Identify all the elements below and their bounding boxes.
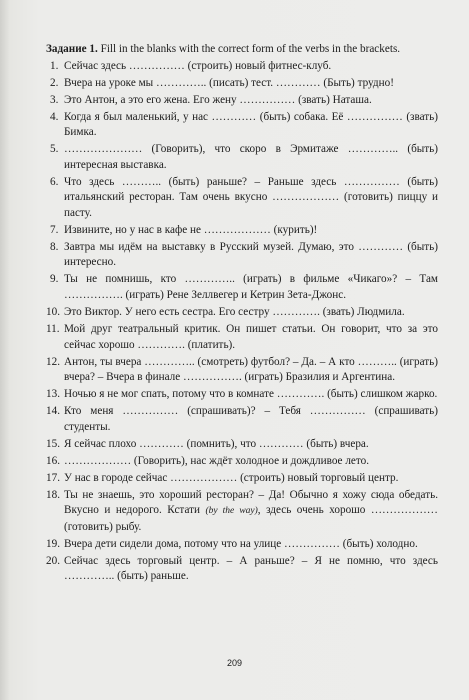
exercise-item [46, 437, 438, 453]
exercise-number: 12. [46, 355, 60, 368]
exercise-number: 14. [46, 405, 60, 418]
exercise-item [46, 387, 438, 403]
exercise-item [46, 471, 438, 487]
exercise-item [46, 305, 438, 321]
exercise-item [46, 59, 438, 75]
exercise-list [46, 59, 438, 585]
exercise-text: ………………… (Говорить), что скоро в Эрмитаже ………….. (быть) интересная выставка. [64, 143, 438, 171]
exercise-item [46, 404, 438, 435]
exercise-number: 5. [50, 143, 59, 156]
exercise-text: Ты не помнишь, кто ………….. (играть) в фильме «Чикаго»? – Там ……………. (играть) Рене Зеллвегер и Кетрин Зета-Джонс. [64, 273, 438, 302]
exercise-number: 4. [50, 110, 59, 123]
exercise-item [46, 93, 438, 109]
exercise-text: Вчера на уроке мы ………….. (писать) тест. ………… (Быть) трудно! [64, 76, 394, 89]
exercise-item [46, 142, 438, 173]
exercise-text: Что здесь ……….. (быть) раньше? – Раньше здесь …………… (быть) итальянский ресторан. Там очень вкусно ……………… (готовить) пиццу и пасту. [64, 175, 438, 219]
exercise-item [46, 76, 438, 92]
exercise-text: Завтра мы идём на выставку в Русский музей. Думаю, это ………… (быть) интересно. [64, 240, 438, 269]
exercise-number: 18. [46, 488, 60, 501]
exercise-text: Мой друг театральный критик. Он пишет статьи. Он говорит, что за это сейчас хорошо …………. (платить). [64, 323, 438, 351]
exercise-text: Я сейчас плохо ………… (помнить), что ………… (быть) вчера. [64, 437, 369, 450]
exercise-number: 11. [46, 323, 60, 335]
exercise-item [46, 554, 438, 585]
exercise-text: Сейчас здесь торговый центр. – А раньше? – Я не помню, что здесь ………….. (быть) раньше. [64, 554, 438, 583]
exercise-text: У нас в городе сейчас ……………… (строить) новый торговый центр. [64, 471, 399, 484]
exercise-number: 9. [50, 273, 59, 286]
page-number: 209 [226, 658, 243, 668]
exercise-number: 2. [50, 76, 59, 89]
exercise-text: Вчера дети сидели дома, потому что на улице …………… (быть) холодно. [64, 537, 418, 550]
exercise-gloss: (by the way) [205, 506, 258, 517]
exercise-text: Когда я был маленький, у нас ………… (быть) собака. Её …………… (звать) Бимка. [64, 110, 438, 139]
task-instruction: Fill in the blanks with the correct form of the verbs in the brackets. [97, 43, 401, 55]
exercise-text: ……………… (Говорить), нас ждёт холодное и дождливое лето. [64, 454, 370, 467]
exercise-number: 13. [46, 388, 60, 401]
exercise-item [46, 240, 438, 271]
exercise-item [46, 272, 438, 303]
exercise-number: 1. [50, 59, 59, 72]
exercise-number: 19. [46, 537, 60, 550]
exercise-item [46, 110, 438, 141]
exercise-text: Сейчас здесь …………… (строить) новый фитнес-клуб. [64, 59, 332, 72]
exercise-item [46, 537, 438, 553]
exercise-number: 8. [50, 240, 59, 253]
exercise-item [46, 488, 438, 536]
exercise-item [46, 223, 438, 239]
exercise-number: 6. [50, 175, 59, 188]
exercise-number: 3. [50, 93, 59, 106]
exercise-number: 7. [50, 223, 59, 236]
exercise-item [46, 454, 438, 470]
exercise-number: 10. [46, 306, 60, 319]
page-content [46, 42, 438, 586]
exercise-number: 15. [46, 437, 60, 450]
exercise-text: Ночью я не мог спать, потому что в комнате …………. (быть) слишком жарко. [64, 388, 438, 401]
exercise-number: 20. [46, 554, 60, 567]
task-heading [46, 42, 438, 58]
exercise-text-after: , здесь очень хорошо ……………… (готовить) рыбу. [64, 504, 438, 533]
exercise-text: Извините, но у нас в кафе не ……………… (курить)! [64, 223, 318, 236]
exercise-text: Кто меня …………… (спрашивать)? – Тебя …………… (спрашивать) студенты. [64, 405, 438, 433]
task-label: Задание 1. [46, 43, 98, 55]
exercise-text: Это Антон, а это его жена. Его жену …………… (звать) Наташа. [64, 93, 372, 106]
exercise-item [46, 355, 438, 386]
exercise-number: 16. [46, 454, 60, 467]
exercise-text: Это Виктор. У него есть сестра. Его сестру …………. (звать) Людмила. [64, 306, 405, 319]
exercise-item [46, 322, 438, 353]
exercise-number: 17. [46, 471, 60, 484]
exercise-item [46, 175, 438, 222]
exercise-text: Антон, ты вчера ………….. (смотреть) футбол? – Да. – А кто ……….. (играть) вчера? – Вчера в финале ……………. (играть) Бразилия и Аргентина. [64, 355, 438, 384]
exercise-text-before: Ты не знаешь, это хороший ресторан? – Да! Обычно я хожу сюда обедать. Вкусно и недорого. Кстати [64, 488, 438, 517]
